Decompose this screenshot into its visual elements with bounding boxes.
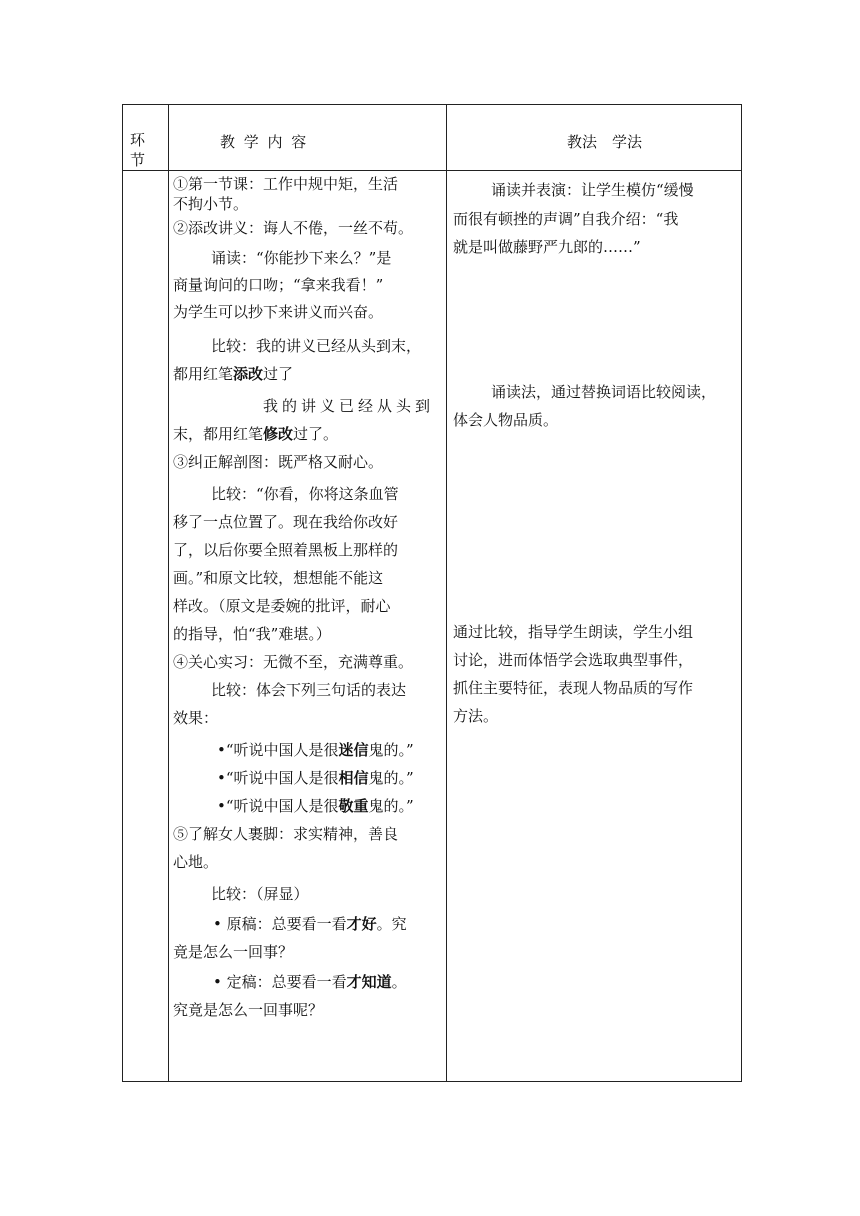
method-line: 诵读法，通过替换词语比较阅读， xyxy=(491,383,717,401)
content-text: •“听说中国人是很 xyxy=(217,769,339,787)
header-segment: 环节 xyxy=(130,131,146,169)
content-line: 了，以后你要全照着黑板上那样的 xyxy=(173,541,399,559)
highlighted-word: 相信 xyxy=(338,769,369,787)
sentence-item xyxy=(217,796,414,816)
content-line: 为学生可以抄下来讲义而兴奋。 xyxy=(173,303,384,321)
content-line xyxy=(173,364,293,384)
content-line: 移了一点位置了。现在我给你改好 xyxy=(173,513,399,531)
content-text: 末，都用红笔 xyxy=(173,425,264,443)
content-line: ③纠正解剖图：既严格又耐心。 xyxy=(173,453,384,471)
method-line: 就是叫做藤野严九郎的……” xyxy=(453,238,641,256)
content-line: 诵读：“你能抄下来么？”是 xyxy=(211,249,392,267)
header-divider xyxy=(122,170,742,171)
content-line: 效果： xyxy=(173,709,219,727)
header-teaching-content: 教 学 内 容 xyxy=(220,133,309,151)
highlighted-word: 添改 xyxy=(233,365,264,383)
content-line: ④关心实习：无微不至，充满尊重。 xyxy=(173,653,414,671)
content-line: 的指导，怕“我”难堪。） xyxy=(173,625,331,643)
content-line xyxy=(173,424,338,444)
content-line: 心地。 xyxy=(173,853,219,871)
highlighted-word: 才好 xyxy=(346,915,377,933)
content-line: 比较：“你看，你将这条血管 xyxy=(211,485,399,503)
content-line: ⑤了解女人裹脚：求实精神，善良 xyxy=(173,825,399,843)
method-line: 而很有顿挫的声调”自我介绍：“我 xyxy=(453,210,679,228)
content-text: 都用红笔 xyxy=(173,365,234,383)
highlighted-word: 迷信 xyxy=(338,741,369,759)
content-line: ①第一节课：工作中规中矩，生活 xyxy=(173,175,399,193)
content-text: • 定稿：总要看一看 xyxy=(213,973,347,991)
method-line: 方法。 xyxy=(453,707,499,725)
content-text: 。 xyxy=(391,973,407,991)
highlighted-word: 敬重 xyxy=(338,797,369,815)
method-line: 讨论，进而体悟学会选取典型事件， xyxy=(453,651,694,669)
content-line xyxy=(213,914,407,934)
content-line: 样改。（原文是委婉的批评，耐心 xyxy=(173,597,391,615)
content-line: 我的讲义已经从头到 xyxy=(263,397,435,415)
content-text: • 原稿：总要看一看 xyxy=(213,915,347,933)
content-text: 鬼的。” xyxy=(368,741,414,759)
content-line xyxy=(213,972,407,992)
content-text: 。究 xyxy=(376,915,407,933)
content-text: 过了。 xyxy=(293,425,339,443)
method-line: 通过比较，指导学生朗读，学生小组 xyxy=(453,623,694,641)
content-text: 过了 xyxy=(263,365,294,383)
method-line: 诵读并表演：让学生模仿“缓慢 xyxy=(491,181,694,199)
content-line: 比较：（屏显） xyxy=(211,885,309,903)
content-line: 比较：我的讲义已经从头到末， xyxy=(211,337,422,355)
sentence-item xyxy=(217,768,414,788)
highlighted-word: 才知道 xyxy=(346,973,392,991)
column-divider xyxy=(168,104,169,1082)
content-line: 究竟是怎么一回事呢？ xyxy=(173,1001,324,1019)
content-line: 竟是怎么一回事？ xyxy=(173,943,294,961)
sentence-item xyxy=(217,740,414,760)
method-line: 体会人物品质。 xyxy=(453,411,559,429)
content-text: •“听说中国人是很 xyxy=(217,797,339,815)
content-line: 画。”和原文比较，想想能不能这 xyxy=(173,569,384,587)
highlighted-word: 修改 xyxy=(263,425,294,443)
content-text: 鬼的。” xyxy=(368,797,414,815)
content-text: •“听说中国人是很 xyxy=(217,741,339,759)
column-divider xyxy=(446,104,447,1082)
content-line: ②添改讲义：诲人不倦，一丝不苟。 xyxy=(173,219,414,237)
content-text: 鬼的。” xyxy=(368,769,414,787)
content-line: 比较：体会下列三句话的表达 xyxy=(211,681,407,699)
content-line: 商量询问的口吻；“拿来我看！” xyxy=(173,276,384,294)
content-line: 不拘小节。 xyxy=(173,195,249,213)
header-teaching-method: 教法 学法 xyxy=(567,133,643,151)
method-line: 抓住主要特征，表现人物品质的写作 xyxy=(453,679,694,697)
